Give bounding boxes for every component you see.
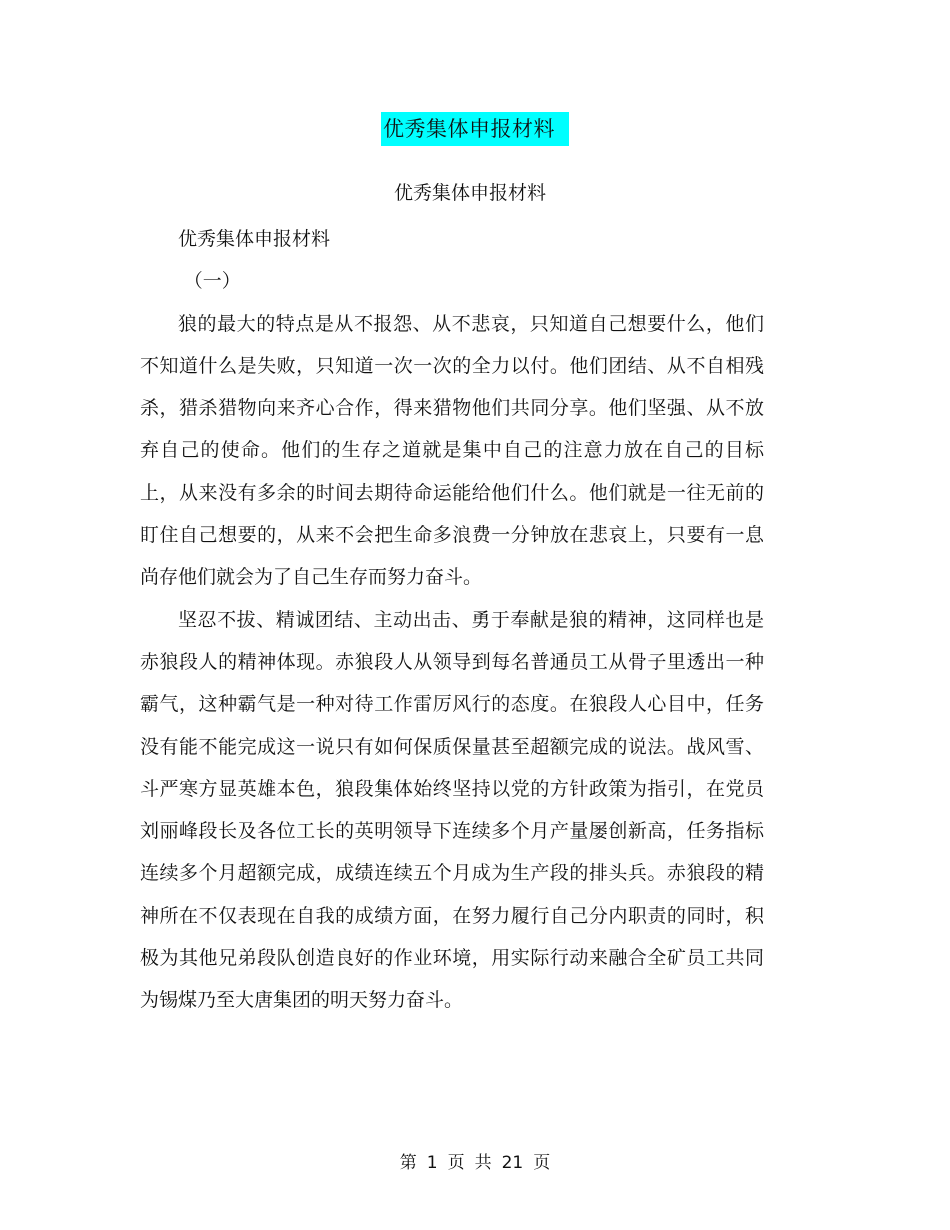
- paragraph: 狼的最大的特点是从不报怨、从不悲哀，只知道自己想要什么，他们不知道什么是失败，只知道一次一次的全力以付。他们团结、从不自相残杀，猎杀猎物向来齐心合作，得来猎物他们共同分享。他们坚强、从不放弃自己的使命。他们的生存之道就是集中自己的注意力放在自己的目标上，从来没有多余的时间去期待命运能给他们什么。他们就是一往无前的盯住自己想要的，从来不会把生命多浪费一分钟放在悲哀上，只要有一息尚存他们就会为了自己生存而努力奋斗。: [140, 312, 764, 589]
- footer-total-prefix: 共: [474, 1153, 492, 1173]
- footer-page-current: 1: [426, 1153, 438, 1173]
- footer-prefix: 第: [399, 1153, 417, 1173]
- document-title: 优秀集体申报材料: [381, 112, 569, 146]
- document-subtitle: 优秀集体申报材料: [393, 182, 546, 204]
- footer-suffix: 页: [533, 1153, 551, 1173]
- footer-page-label: 页: [447, 1153, 465, 1173]
- document-body: [140, 218, 764, 1022]
- heading-line: 优秀集体申报材料: [178, 228, 331, 250]
- page-footer: [0, 1150, 950, 1176]
- title-container: [0, 112, 950, 146]
- section-number: （一）: [183, 270, 241, 293]
- footer-page-total: 21: [501, 1153, 524, 1173]
- paragraph: 坚忍不拔、精诚团结、主动出击、勇于奉献是狼的精神，这同样也是赤狼段人的精神体现。赤狼段人从领导到每名普通员工从骨子里透出一种霸气，这种霸气是一种对待工作雷厉风行的态度。在狼段人心目中，任务没有能不能完成这一说只有如何保质保量甚至超额完成的说法。战风雪、斗严寒方显英雄本色，狼段集体始终坚持以党的方针政策为指引，在党员刘丽峰段长及各位工长的英明领导下连续多个月产量屡创新高，任务指标连续多个月超额完成，成绩连续五个月成为生产段的排头兵。赤狼段的精神所在不仅表现在自我的成绩方面，在努力履行自己分内职责的同时，积极为其他兄弟段队创造良好的作业环境，用实际行动来融合全矿员工共同为锡煤乃至大唐集团的明天努力奋斗。: [140, 608, 764, 1012]
